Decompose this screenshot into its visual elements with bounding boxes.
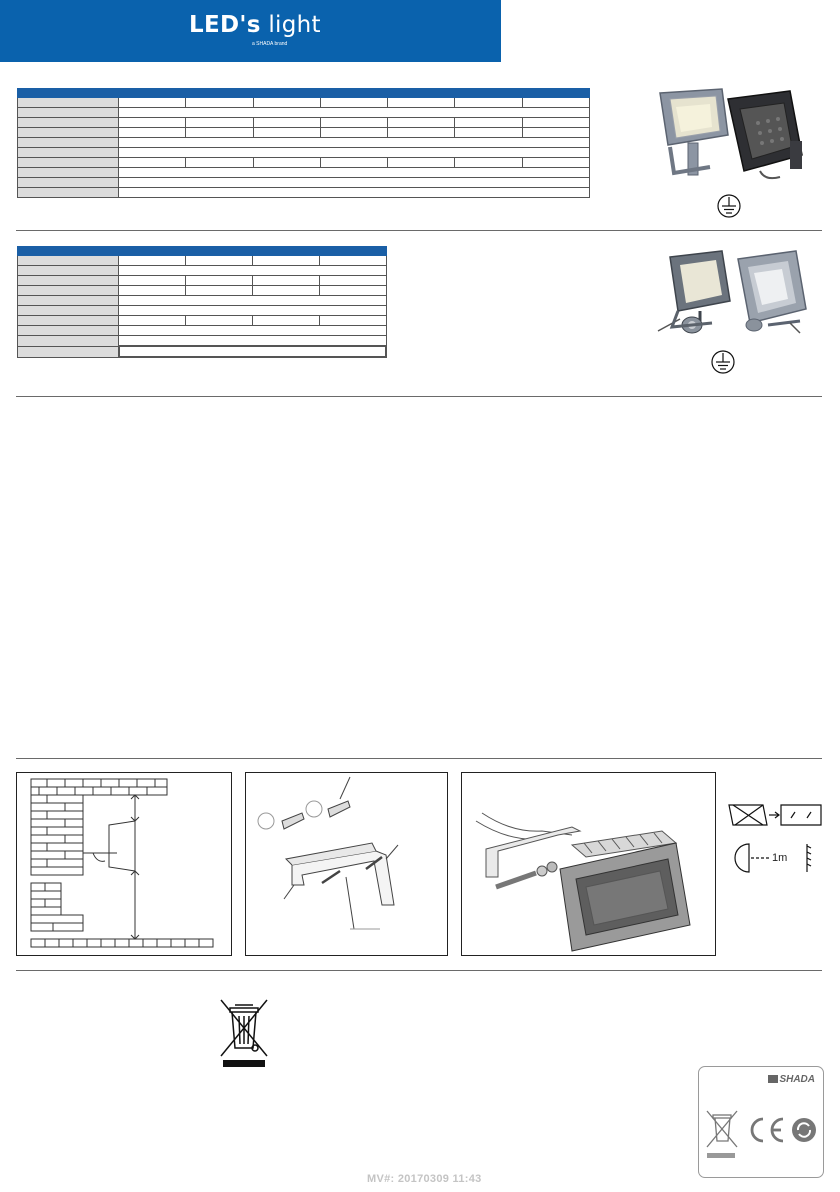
brand-logo	[189, 12, 321, 38]
product-label-box	[698, 1066, 824, 1178]
earth-ground-symbol-2	[712, 351, 734, 373]
floodlight-assembly-diagram	[462, 773, 715, 955]
floodlight-black-image	[728, 91, 802, 178]
wall-mount-diagram	[17, 773, 231, 955]
recycle-icon	[792, 1118, 816, 1142]
weee-crossed-bin-icon	[219, 998, 269, 1070]
floodlight-sensor-light-image	[738, 251, 806, 333]
floodlight-sensor-dark-image	[658, 251, 730, 333]
shada-brand-text: SHADA	[779, 1074, 815, 1085]
floodlight-grey-image	[660, 89, 728, 175]
section-divider	[16, 758, 822, 759]
section-divider	[16, 230, 822, 231]
distance-label: 1m	[772, 852, 788, 864]
replace-broken-glass-icon	[729, 805, 821, 825]
label-box-symbols	[703, 1107, 819, 1173]
section-divider	[16, 396, 822, 397]
spec-table-1	[17, 88, 590, 198]
bracket-screws-diagram-panel	[245, 772, 448, 956]
bracket-screws-diagram	[246, 773, 447, 955]
shada-brand-mark	[768, 1074, 815, 1085]
logo-light: light	[268, 12, 321, 38]
safety-symbols	[727, 800, 827, 900]
brand-subtitle: a SHADA brand	[252, 41, 288, 47]
label-weee-icon	[707, 1111, 737, 1158]
logo-bold: LED's	[189, 12, 261, 38]
floodlight-images-2	[650, 245, 820, 380]
earth-ground-symbol	[718, 195, 740, 217]
wall-mount-diagram-panel	[16, 772, 232, 956]
floodlight-assembly-diagram-panel	[461, 772, 716, 956]
section-divider	[16, 970, 822, 971]
ce-mark-icon	[752, 1119, 783, 1141]
version-footer: MV#: 20170309 11:43	[367, 1173, 482, 1185]
floodlight-images-1	[640, 85, 820, 220]
spec-table-2	[17, 246, 387, 358]
